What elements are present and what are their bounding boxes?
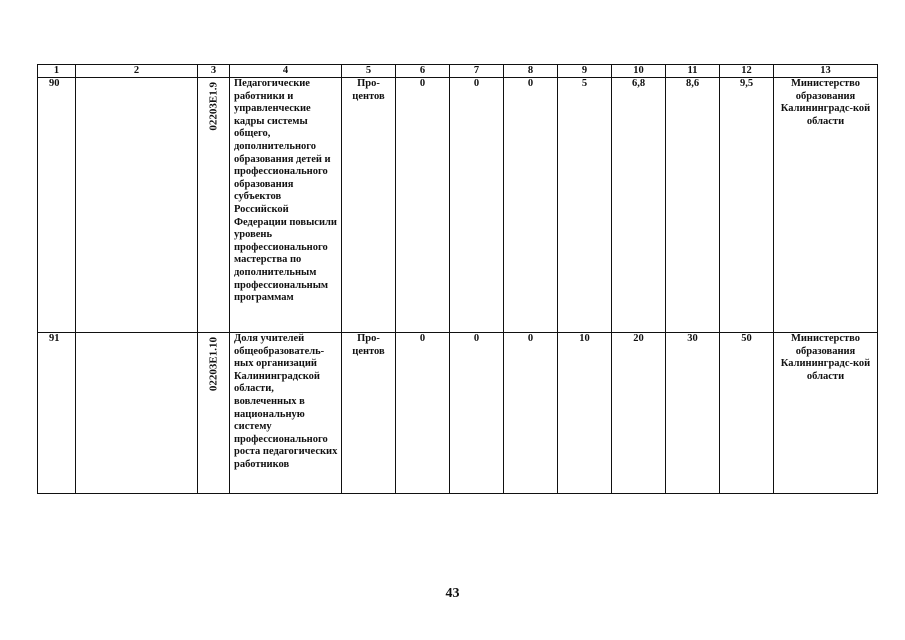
value-cell: 5 bbox=[558, 78, 612, 333]
value-cell: 0 bbox=[504, 333, 558, 494]
column-header: 5 bbox=[342, 65, 396, 78]
column-header: 8 bbox=[504, 65, 558, 78]
column-header: 6 bbox=[396, 65, 450, 78]
empty-cell bbox=[76, 333, 198, 494]
indicator-name: Педагогические работники и управленческие кадры системы общего, дополнительного образования детей и профессионального образования субъектов Российской Федерации повысили уровень профессионального мастерства по дополнительным профессиональным программам bbox=[230, 78, 342, 333]
unit-of-measure: Про-центов bbox=[342, 333, 396, 494]
column-header: 7 bbox=[450, 65, 504, 78]
value-cell: 0 bbox=[504, 78, 558, 333]
indicator-name: Доля учителей общеобразователь-ных организаций Калининградской области, вовлеченных в национальную систему профессионального роста педагогических работников bbox=[230, 333, 342, 494]
value-cell: 9,5 bbox=[720, 78, 774, 333]
column-header: 3 bbox=[198, 65, 230, 78]
indicators-table bbox=[37, 64, 878, 494]
column-header: 11 bbox=[666, 65, 720, 78]
column-header: 13 bbox=[774, 65, 878, 78]
row-number: 91 bbox=[38, 333, 76, 494]
value-cell: 50 bbox=[720, 333, 774, 494]
indicator-code: 02203E1.9 bbox=[207, 82, 220, 131]
page-number: 43 bbox=[445, 586, 460, 601]
responsible-body: Министерство образования Калининградс-кой области bbox=[774, 78, 878, 333]
indicator-code: 02203E1.10 bbox=[207, 337, 220, 392]
value-cell: 10 bbox=[558, 333, 612, 494]
responsible-body: Министерство образования Калининградс-кой области bbox=[774, 333, 878, 494]
column-header: 9 bbox=[558, 65, 612, 78]
column-header: 12 bbox=[720, 65, 774, 78]
table-row bbox=[38, 333, 878, 494]
column-header: 1 bbox=[38, 65, 76, 78]
column-number-row bbox=[38, 65, 878, 78]
value-cell: 30 bbox=[666, 333, 720, 494]
value-cell: 0 bbox=[450, 78, 504, 333]
column-header: 10 bbox=[612, 65, 666, 78]
indicator-code-cell bbox=[198, 333, 230, 494]
indicator-code-cell bbox=[198, 78, 230, 333]
unit-of-measure: Про-центов bbox=[342, 78, 396, 333]
row-number: 90 bbox=[38, 78, 76, 333]
column-header: 4 bbox=[230, 65, 342, 78]
value-cell: 0 bbox=[396, 333, 450, 494]
value-cell: 6,8 bbox=[612, 78, 666, 333]
value-cell: 8,6 bbox=[666, 78, 720, 333]
table-row bbox=[38, 78, 878, 333]
value-cell: 20 bbox=[612, 333, 666, 494]
value-cell: 0 bbox=[450, 333, 504, 494]
value-cell: 0 bbox=[396, 78, 450, 333]
empty-cell bbox=[76, 78, 198, 333]
column-header: 2 bbox=[76, 65, 198, 78]
